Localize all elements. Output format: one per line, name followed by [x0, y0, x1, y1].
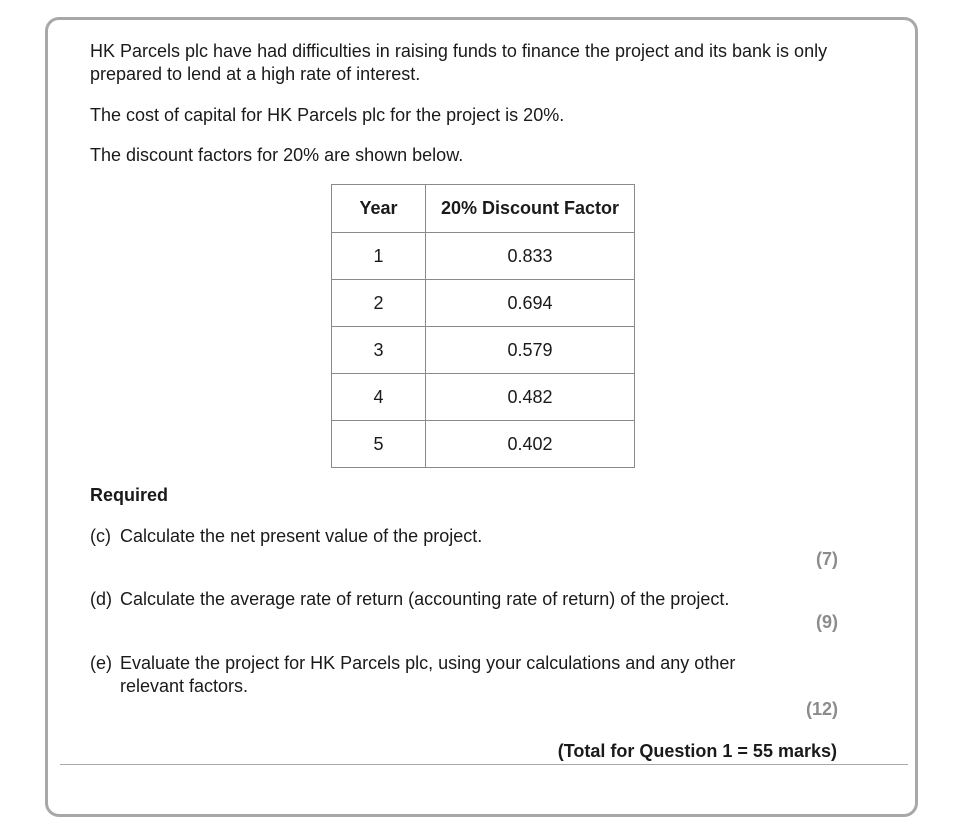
marks-e: (12): [805, 699, 838, 719]
required-heading: Required: [90, 485, 169, 505]
question-label: (d): [90, 589, 112, 609]
year-cell: 4: [332, 374, 426, 421]
discount-factor-cell: 0.579: [426, 327, 635, 374]
year-cell: 1: [332, 233, 426, 280]
year-cell: 3: [332, 327, 426, 374]
question-text-line-2: relevant factors.: [120, 676, 249, 696]
table-row: [332, 280, 635, 327]
marks-d: (9): [816, 612, 838, 632]
question-label: (c): [90, 526, 111, 546]
intro-paragraph-1: HK Parcels plc have had difficulties in raising funds to finance the project and its bank is only prepared to lend at a high rate of interest.: [90, 41, 828, 84]
header-year: Year: [332, 185, 426, 233]
question-d: [90, 588, 729, 611]
divider-line: [60, 764, 908, 765]
discount-factor-cell: 0.833: [426, 233, 635, 280]
header-discount-factor: 20% Discount Factor: [426, 185, 635, 233]
question-label: (e): [90, 653, 112, 673]
year-cell: 5: [332, 421, 426, 468]
discount-factor-cell: 0.402: [426, 421, 635, 468]
intro-paragraph-2: The cost of capital for HK Parcels plc for the project is 20%.: [90, 105, 565, 125]
discount-factor-cell: 0.694: [426, 280, 635, 327]
table-row: [332, 327, 635, 374]
year-cell: 2: [332, 280, 426, 327]
question-text-line-1: Evaluate the project for HK Parcels plc, using your calculations and any other: [120, 653, 736, 673]
question-text: Calculate the average rate of return (accounting rate of return) of the project.: [120, 589, 730, 609]
question-text: Calculate the net present value of the project.: [120, 526, 483, 546]
table-header-row: [332, 185, 635, 233]
table-row: [332, 421, 635, 468]
discount-factor-table: [331, 184, 635, 468]
total-marks: (Total for Question 1 = 55 marks): [557, 741, 837, 761]
question-c: [90, 525, 482, 548]
intro-paragraph-3: The discount factors for 20% are shown below.: [90, 145, 464, 165]
discount-factor-cell: 0.482: [426, 374, 635, 421]
table-row: [332, 233, 635, 280]
question-e: [90, 652, 790, 698]
marks-c: (7): [816, 549, 838, 569]
table-row: [332, 374, 635, 421]
